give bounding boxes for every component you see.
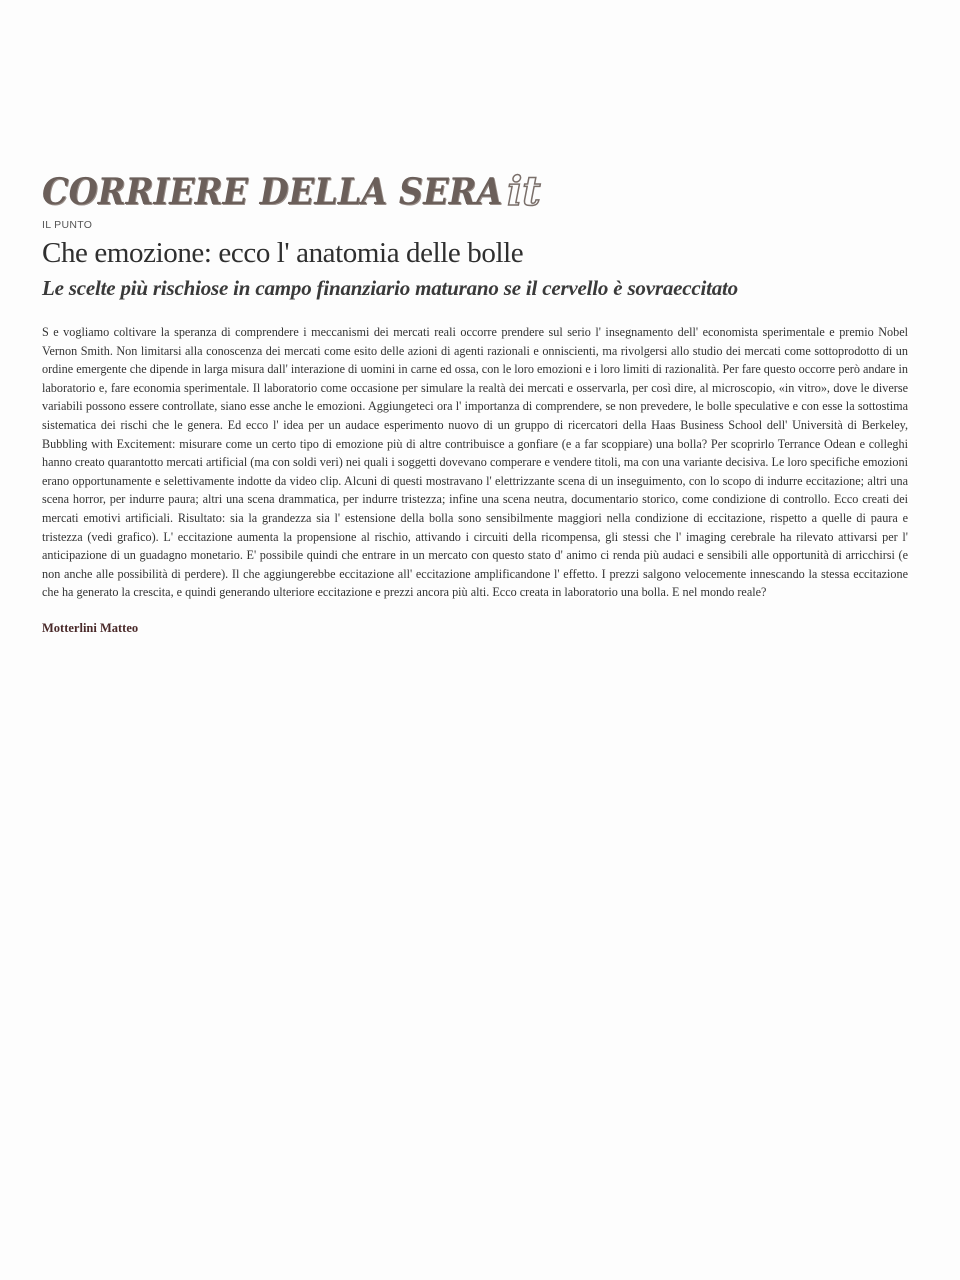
masthead-name: CORRIERE DELLA SERA [42, 171, 503, 213]
article-author: Motterlini Matteo [42, 620, 139, 635]
masthead-suffix: it [507, 168, 541, 215]
article-subheadline: Le scelte più rischiose in campo finanziario maturano se il cervello è sovraeccitato [42, 276, 738, 300]
article-headline: Che emozione: ecco l' anatomia delle bolle [42, 237, 524, 269]
article-body: S e vogliamo coltivare la speranza di comprendere i meccanismi dei mercati reali occorre prendere sul serio l' insegnamento dell' economista sperimentale e premio Nobel Vernon Smith. Non limitarsi alla conoscenza dei mercati come esito delle azioni di agenti razionali e onniscienti, ma rivolgersi allo studio dei mercati come sottoprodotto di un ordine emergente che dipende in larga misura dall' interazione di uomini in carne ed ossa, con le loro emozioni e i loro limiti di razionalità. Per fare questo occorre però andare in laboratorio e, fare economia sperimentale. Il laboratorio come occasione per simulare la realtà dei mercati e osservarla, per così dire, al microscopio, «in vitro», dove le diverse variabili possono essere controllate, siano esse anche le emozioni. Aggiungeteci ora l' importanza di comprendere, se non prevedere, le bolle speculative e con esse la sottostima sistematica dei rischi che le genera. Ed ecco l' idea per un audace esperimento nuovo di un gruppo di ricercatori della Haas Business School dell' Università di Berkeley, Bubbling with Excitement: misurare come un certo tipo di emozione più di altre contribuisce a gonfiare (e a far scoppiare) una bolla? Per scoprirlo Terrance Odean e colleghi hanno creato quarantotto mercati artificial (ma con soldi veri) nei quali i soggetti dovevano comperare e vendere titoli, ma con una variante decisiva. Le loro specifiche emozioni erano opportunamente e selettivamente indotte da video clip. Alcuni di questi mostravano l' elettrizzante scena di un inseguimento, con lo scopo di indurre eccitazione; altri una scena horror, per indurre paura; altri una scena drammatica, per indurre tristezza; infine una scena neutra, documentario storico, come condizione di controllo. Ecco creati dei mercati emotivi artificiali. Risultato: sia la grandezza sia l' estensione della bolla sono sensibilmente maggiori nella condizione di eccitazione, rispetto a quelle di paura e tristezza (vedi grafico). L' eccitazione aumenta la propensione al rischio, attivando i circuiti della ricompensa, gli stessi che l' imaging cerebrale ha rilevato attivarsi per l' anticipazione di un guadagno monetario. E' possibile quindi che entrare in un mercato con questo stato d' animo ci renda più audaci e sensibili alle opportunità di arricchirsi (e non anche alle possibilità di perdere). Il che aggiungerebbe eccitazione all' eccitazione amplificandone l' effetto. I prezzi salgono velocemente innescando la stessa eccitazione che ha generato la crescita, e quindi generando ulteriore eccitazione e prezzi ancora più alti. Ecco creata in laboratorio una bolla. E nel mondo reale? [42, 325, 908, 600]
masthead-logo [42, 168, 910, 215]
article-kicker: IL PUNTO [42, 219, 93, 231]
article-page [42, 168, 910, 637]
